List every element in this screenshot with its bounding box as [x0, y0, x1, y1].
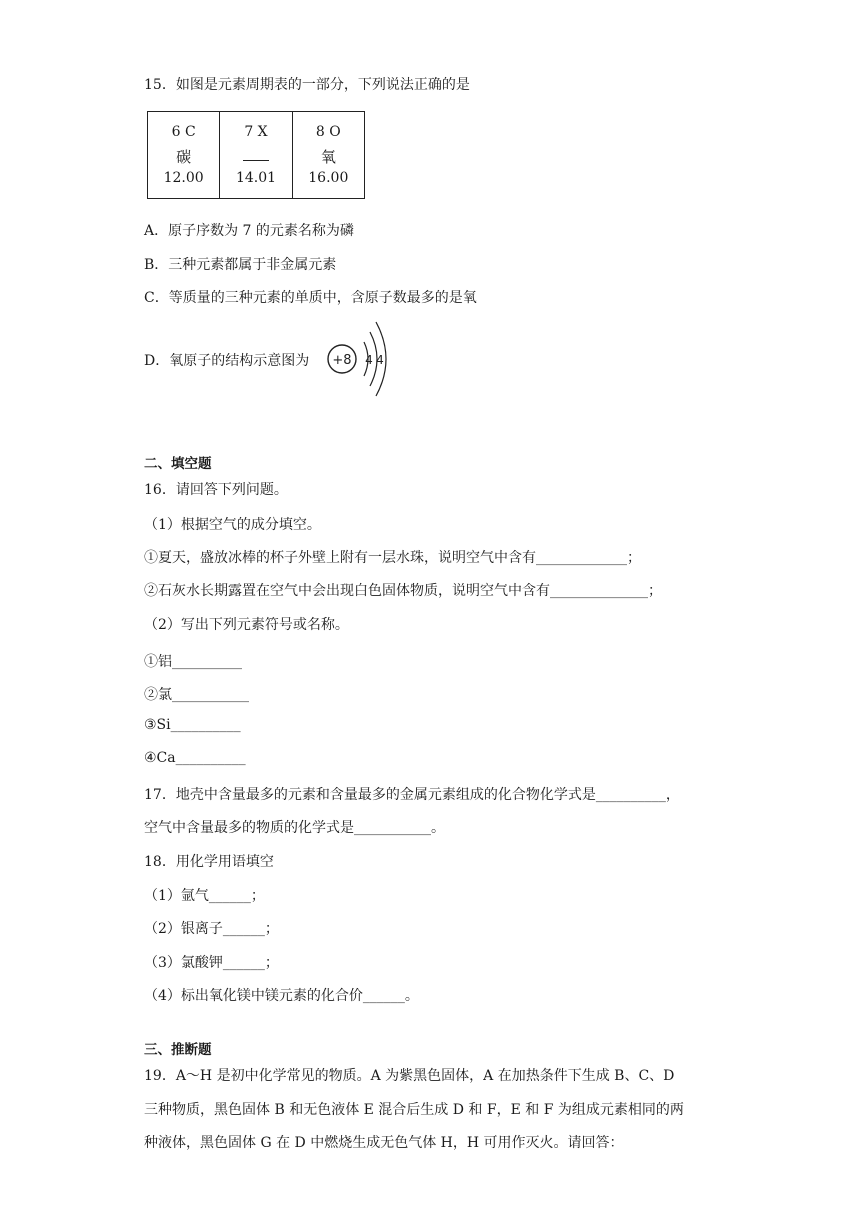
q18-sub4: （4）标出氧化镁中镁元素的化合价______。	[144, 988, 419, 1004]
shell-electrons-2: 4	[376, 353, 384, 367]
element-mass: 16.00	[308, 170, 349, 186]
q16-element-1: ①铝__________	[144, 654, 242, 670]
nucleus-charge: +8	[332, 353, 352, 368]
q18-sub1: （1）氩气______；	[144, 888, 265, 904]
blank-line	[243, 146, 269, 161]
q17-line1: 17．地壳中含量最多的元素和含量最多的金属元素组成的化合物化学式是__________，	[144, 787, 680, 803]
q16-element-2: ②氯___________	[144, 687, 249, 703]
q19-line1: 19．A～H 是初中化学常见的物质。A 为紫黑色固体，A 在加热条件下生成 B、C、D	[144, 1068, 675, 1084]
q15-option-d: D．氧原子的结构示意图为	[144, 353, 310, 369]
element-cell-carbon	[148, 112, 219, 198]
q18-stem: 18．用化学用语填空	[144, 854, 274, 870]
q16-part1: （1）根据空气的成分填空。	[144, 517, 321, 533]
element-number-symbol: 8 O	[315, 124, 341, 140]
q16-item2: ②石灰水长期露置在空气中会出现白色固体物质，说明空气中含有______________；	[144, 583, 662, 599]
q17-line2: 空气中含量最多的物质的化学式是___________。	[144, 820, 445, 836]
q18-sub3: （3）氯酸钾______；	[144, 955, 279, 971]
q18-sub2: （2）银离子______；	[144, 921, 279, 937]
q15-option-b: B．三种元素都属于非金属元素	[144, 257, 337, 273]
section-title-fill-in: 二、填空题	[144, 456, 212, 472]
element-mass: 14.01	[235, 170, 277, 186]
q19-line2: 三种物质，黑色固体 B 和无色液体 E 混合后生成 D 和 F，E 和 F 为组成元素相同的两	[144, 1102, 684, 1118]
q15-option-c: C．等质量的三种元素的单质中，含原子数最多的是氧	[144, 290, 477, 306]
element-number-symbol: 6 C	[171, 124, 196, 140]
element-number-symbol: 7 X	[244, 124, 268, 140]
q16-element-4: ④Ca__________	[144, 750, 246, 766]
q16-element-3: ③Si__________	[144, 717, 241, 733]
element-name: 氧	[320, 148, 336, 166]
periodic-table-fragment	[147, 111, 365, 199]
q19-line3: 种液体，黑色固体 G 在 D 中燃烧生成无色气体 H，H 可用作灭火。请回答：	[144, 1135, 624, 1151]
element-mass: 12.00	[163, 170, 204, 186]
section-title-inference: 三、推断题	[144, 1042, 212, 1058]
shell-electrons-1: 4	[365, 353, 373, 367]
element-cell-oxygen	[292, 112, 364, 198]
element-name-blank	[220, 146, 291, 165]
q15-option-a: A．原子序数为 7 的元素名称为磷	[144, 223, 354, 239]
element-name: 碳	[176, 148, 192, 166]
q16-stem: 16．请回答下列问题。	[144, 482, 288, 498]
element-cell-x	[219, 112, 291, 198]
q16-part2: （2）写出下列元素符号或名称。	[144, 617, 349, 633]
q16-item1: ①夏天，盛放冰棒的杯子外壁上附有一层水珠，说明空气中含有_____________；	[144, 550, 641, 566]
oxygen-atom-structure-diagram	[326, 320, 406, 398]
q15-stem: 15．如图是元素周期表的一部分，下列说法正确的是	[144, 77, 470, 93]
